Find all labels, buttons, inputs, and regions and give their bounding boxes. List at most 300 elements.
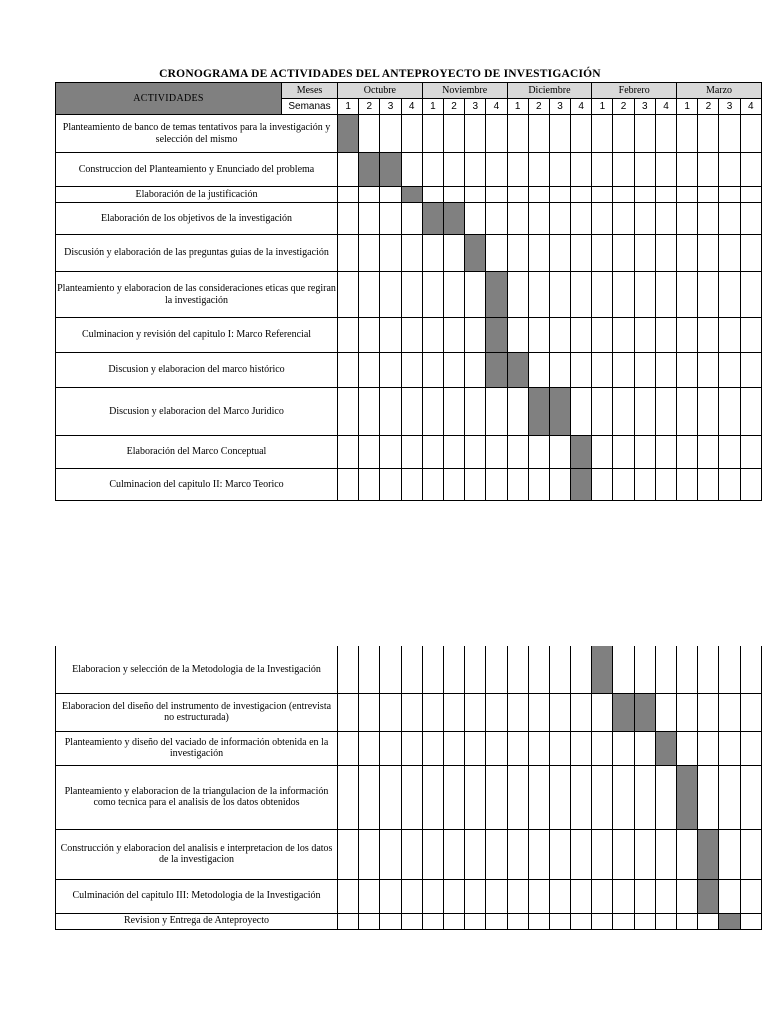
week-cell <box>740 829 761 879</box>
activity-label: Construccion del Planteamiento y Enunciado del problema <box>56 153 338 187</box>
week-cell <box>486 879 507 913</box>
activity-row <box>56 235 762 272</box>
week-cell <box>443 646 464 693</box>
activity-label: Revision y Entrega de Anteproyecto <box>56 913 338 929</box>
week-cell <box>613 388 634 436</box>
week-cell <box>528 187 549 203</box>
week-cell <box>507 203 528 235</box>
week-cell <box>507 153 528 187</box>
week-cell <box>465 913 486 929</box>
week-cell <box>698 272 719 318</box>
week-cell <box>677 353 698 388</box>
week-cell <box>443 353 464 388</box>
week-cell <box>422 693 443 731</box>
activity-label: Construcción y elaboracion del analisis e interpretacion de los datos de la investigacion <box>56 829 338 879</box>
week-cell <box>359 235 380 272</box>
week-cell <box>401 646 422 693</box>
week-cell <box>507 879 528 913</box>
scheduled-week-cell <box>380 153 401 187</box>
week-cell <box>677 436 698 469</box>
week-cell <box>592 469 613 501</box>
week-cell <box>613 829 634 879</box>
week-cell <box>571 693 592 731</box>
week-cell <box>698 203 719 235</box>
week-cell <box>634 646 655 693</box>
week-cell <box>592 203 613 235</box>
week-number-header: 2 <box>613 99 634 115</box>
week-cell <box>465 203 486 235</box>
activity-label: Elaboracion del diseño del instrumento de investigacion (entrevista no estructurada) <box>56 693 338 731</box>
week-cell <box>740 765 761 829</box>
week-number-header: 1 <box>592 99 613 115</box>
week-cell <box>740 272 761 318</box>
week-cell <box>338 829 359 879</box>
week-cell <box>740 353 761 388</box>
week-cell <box>549 353 570 388</box>
week-cell <box>528 913 549 929</box>
week-cell <box>380 388 401 436</box>
activity-row <box>56 765 762 829</box>
week-cell <box>465 353 486 388</box>
activity-row <box>56 829 762 879</box>
week-cell <box>740 115 761 153</box>
week-cell <box>507 115 528 153</box>
week-number-header: 3 <box>719 99 740 115</box>
week-cell <box>655 646 676 693</box>
activity-row <box>56 272 762 318</box>
week-cell <box>677 272 698 318</box>
week-number-header: 3 <box>465 99 486 115</box>
week-cell <box>380 469 401 501</box>
week-cell <box>486 115 507 153</box>
week-cell <box>740 913 761 929</box>
week-cell <box>486 388 507 436</box>
week-cell <box>549 469 570 501</box>
weeks-header: Semanas <box>282 99 338 115</box>
week-cell <box>677 879 698 913</box>
week-cell <box>380 272 401 318</box>
week-cell <box>634 388 655 436</box>
week-cell <box>549 272 570 318</box>
week-cell <box>359 436 380 469</box>
week-cell <box>549 879 570 913</box>
month-header: Marzo <box>677 83 762 99</box>
week-cell <box>634 353 655 388</box>
week-cell <box>528 731 549 765</box>
week-cell <box>677 318 698 353</box>
week-cell <box>401 913 422 929</box>
week-cell <box>634 913 655 929</box>
week-cell <box>677 646 698 693</box>
week-cell <box>422 115 443 153</box>
week-cell <box>507 469 528 501</box>
week-cell <box>359 693 380 731</box>
activity-label: Discusión y elaboración de las preguntas guias de la investigación <box>56 235 338 272</box>
week-cell <box>655 829 676 879</box>
scheduled-week-cell <box>698 879 719 913</box>
month-header: Diciembre <box>507 83 592 99</box>
week-cell <box>698 235 719 272</box>
week-cell <box>655 353 676 388</box>
week-cell <box>359 388 380 436</box>
week-cell <box>486 829 507 879</box>
week-cell <box>592 272 613 318</box>
week-cell <box>486 913 507 929</box>
week-cell <box>401 272 422 318</box>
week-cell <box>401 731 422 765</box>
week-cell <box>380 913 401 929</box>
week-number-header: 2 <box>359 99 380 115</box>
activity-row <box>56 913 762 929</box>
week-cell <box>571 153 592 187</box>
week-cell <box>571 646 592 693</box>
week-cell <box>719 353 740 388</box>
week-cell <box>655 469 676 501</box>
week-cell <box>655 187 676 203</box>
week-number-header: 2 <box>698 99 719 115</box>
week-cell <box>486 187 507 203</box>
week-cell <box>507 388 528 436</box>
week-cell <box>740 469 761 501</box>
week-cell <box>401 153 422 187</box>
scheduled-week-cell <box>486 318 507 353</box>
week-cell <box>401 469 422 501</box>
week-cell <box>571 388 592 436</box>
week-cell <box>571 187 592 203</box>
week-number-header: 4 <box>740 99 761 115</box>
week-cell <box>613 353 634 388</box>
week-cell <box>549 318 570 353</box>
week-cell <box>592 353 613 388</box>
week-cell <box>359 765 380 829</box>
week-cell <box>359 318 380 353</box>
week-cell <box>338 731 359 765</box>
week-cell <box>698 318 719 353</box>
week-number-header: 1 <box>338 99 359 115</box>
week-number-header: 2 <box>443 99 464 115</box>
week-cell <box>338 272 359 318</box>
week-cell <box>655 235 676 272</box>
week-cell <box>677 913 698 929</box>
week-cell <box>443 829 464 879</box>
week-cell <box>422 353 443 388</box>
scheduled-week-cell <box>592 646 613 693</box>
week-cell <box>338 469 359 501</box>
scheduled-week-cell <box>677 765 698 829</box>
scheduled-week-cell <box>634 693 655 731</box>
week-cell <box>740 436 761 469</box>
week-cell <box>613 765 634 829</box>
week-cell <box>528 235 549 272</box>
week-cell <box>507 187 528 203</box>
week-cell <box>422 187 443 203</box>
week-cell <box>528 115 549 153</box>
week-cell <box>698 436 719 469</box>
week-number-header: 3 <box>549 99 570 115</box>
week-cell <box>422 879 443 913</box>
week-cell <box>592 318 613 353</box>
week-cell <box>613 436 634 469</box>
week-cell <box>422 731 443 765</box>
week-cell <box>549 436 570 469</box>
week-cell <box>465 153 486 187</box>
week-cell <box>634 115 655 153</box>
week-cell <box>401 353 422 388</box>
week-cell <box>592 765 613 829</box>
week-cell <box>443 436 464 469</box>
scheduled-week-cell <box>359 153 380 187</box>
activity-label: Culminacion y revisión del capitulo I: Marco Referencial <box>56 318 338 353</box>
activity-row <box>56 203 762 235</box>
week-cell <box>571 115 592 153</box>
week-cell <box>613 235 634 272</box>
month-header: Octubre <box>338 83 423 99</box>
week-cell <box>507 693 528 731</box>
week-cell <box>486 153 507 187</box>
week-cell <box>528 203 549 235</box>
week-cell <box>528 693 549 731</box>
activity-label: Culminacion del capitulo II: Marco Teorico <box>56 469 338 501</box>
week-cell <box>634 731 655 765</box>
week-cell <box>698 765 719 829</box>
week-cell <box>338 318 359 353</box>
week-cell <box>465 187 486 203</box>
week-cell <box>719 153 740 187</box>
week-cell <box>634 187 655 203</box>
week-cell <box>655 913 676 929</box>
week-cell <box>698 187 719 203</box>
week-cell <box>698 153 719 187</box>
week-cell <box>422 272 443 318</box>
scheduled-week-cell <box>422 203 443 235</box>
week-cell <box>677 829 698 879</box>
week-cell <box>465 829 486 879</box>
week-number-header: 4 <box>571 99 592 115</box>
scheduled-week-cell <box>655 731 676 765</box>
week-cell <box>698 731 719 765</box>
week-cell <box>465 318 486 353</box>
week-number-header: 1 <box>677 99 698 115</box>
week-cell <box>443 879 464 913</box>
week-cell <box>549 765 570 829</box>
week-cell <box>740 235 761 272</box>
week-cell <box>338 646 359 693</box>
months-header: Meses <box>282 83 338 99</box>
week-cell <box>465 879 486 913</box>
week-cell <box>380 235 401 272</box>
week-cell <box>655 115 676 153</box>
activity-label: Elaboración del Marco Conceptual <box>56 436 338 469</box>
week-cell <box>422 469 443 501</box>
week-cell <box>359 829 380 879</box>
scheduled-week-cell <box>613 693 634 731</box>
week-cell <box>655 203 676 235</box>
week-cell <box>507 235 528 272</box>
week-cell <box>528 153 549 187</box>
week-cell <box>507 829 528 879</box>
week-cell <box>401 829 422 879</box>
week-cell <box>359 353 380 388</box>
week-cell <box>465 731 486 765</box>
activity-label: Planteamiento y diseño del vaciado de información obtenida en la investigación <box>56 731 338 765</box>
week-cell <box>528 318 549 353</box>
week-cell <box>719 829 740 879</box>
scheduled-week-cell <box>507 353 528 388</box>
scheduled-week-cell <box>549 388 570 436</box>
week-cell <box>528 272 549 318</box>
week-cell <box>443 765 464 829</box>
scheduled-week-cell <box>338 115 359 153</box>
week-cell <box>592 913 613 929</box>
week-cell <box>359 731 380 765</box>
week-cell <box>401 765 422 829</box>
activity-label: Planteamiento de banco de temas tentativos para la investigación y selección del mismo <box>56 115 338 153</box>
week-cell <box>571 731 592 765</box>
week-cell <box>443 731 464 765</box>
activity-row <box>56 879 762 913</box>
week-cell <box>422 388 443 436</box>
week-cell <box>592 693 613 731</box>
week-cell <box>740 318 761 353</box>
schedule-table-bottom <box>55 646 762 930</box>
week-cell <box>549 829 570 879</box>
activity-label: Elaboracion y selección de la Metodologia de la Investigación <box>56 646 338 693</box>
week-cell <box>655 693 676 731</box>
activity-row <box>56 115 762 153</box>
scheduled-week-cell <box>719 913 740 929</box>
week-cell <box>422 318 443 353</box>
week-cell <box>401 115 422 153</box>
week-cell <box>486 693 507 731</box>
activity-row <box>56 731 762 765</box>
week-cell <box>401 203 422 235</box>
week-cell <box>380 693 401 731</box>
scheduled-week-cell <box>401 187 422 203</box>
week-cell <box>740 693 761 731</box>
week-cell <box>613 646 634 693</box>
week-cell <box>338 353 359 388</box>
week-cell <box>698 115 719 153</box>
month-header: Noviembre <box>422 83 507 99</box>
week-cell <box>338 235 359 272</box>
week-cell <box>486 646 507 693</box>
week-cell <box>338 693 359 731</box>
week-cell <box>401 388 422 436</box>
week-cell <box>507 436 528 469</box>
week-number-header: 4 <box>486 99 507 115</box>
week-cell <box>359 913 380 929</box>
week-number-header: 3 <box>634 99 655 115</box>
week-cell <box>422 765 443 829</box>
scheduled-week-cell <box>486 272 507 318</box>
activity-row <box>56 388 762 436</box>
week-cell <box>380 115 401 153</box>
week-cell <box>571 765 592 829</box>
week-cell <box>422 829 443 879</box>
activities-header: ACTIVIDADES <box>56 83 282 115</box>
week-cell <box>380 353 401 388</box>
week-cell <box>380 318 401 353</box>
week-cell <box>507 913 528 929</box>
week-cell <box>443 235 464 272</box>
week-cell <box>634 203 655 235</box>
week-cell <box>613 272 634 318</box>
week-cell <box>740 646 761 693</box>
week-cell <box>698 646 719 693</box>
week-cell <box>592 829 613 879</box>
week-cell <box>719 187 740 203</box>
week-cell <box>613 115 634 153</box>
week-cell <box>338 388 359 436</box>
week-cell <box>592 388 613 436</box>
schedule-table-top <box>55 82 762 501</box>
week-cell <box>338 436 359 469</box>
activity-row <box>56 469 762 501</box>
week-cell <box>422 646 443 693</box>
week-cell <box>443 153 464 187</box>
activity-row <box>56 646 762 693</box>
week-cell <box>507 765 528 829</box>
week-cell <box>422 436 443 469</box>
week-cell <box>549 693 570 731</box>
week-cell <box>486 469 507 501</box>
week-cell <box>443 469 464 501</box>
week-cell <box>634 235 655 272</box>
week-cell <box>677 115 698 153</box>
week-cell <box>634 469 655 501</box>
week-cell <box>401 693 422 731</box>
week-cell <box>719 469 740 501</box>
week-cell <box>740 153 761 187</box>
week-cell <box>677 388 698 436</box>
week-cell <box>698 388 719 436</box>
week-cell <box>634 765 655 829</box>
week-cell <box>719 436 740 469</box>
week-cell <box>465 469 486 501</box>
week-cell <box>338 203 359 235</box>
week-cell <box>380 187 401 203</box>
week-cell <box>677 235 698 272</box>
activity-row <box>56 318 762 353</box>
week-cell <box>719 203 740 235</box>
week-cell <box>613 469 634 501</box>
week-cell <box>719 235 740 272</box>
month-header: Febrero <box>592 83 677 99</box>
activity-label: Elaboración de los objetivos de la investigación <box>56 203 338 235</box>
scheduled-week-cell <box>465 235 486 272</box>
week-number-header: 4 <box>401 99 422 115</box>
activity-row <box>56 693 762 731</box>
week-cell <box>698 469 719 501</box>
activity-label: Elaboración de la justificación <box>56 187 338 203</box>
week-cell <box>528 765 549 829</box>
week-cell <box>613 187 634 203</box>
week-cell <box>359 272 380 318</box>
week-cell <box>507 272 528 318</box>
week-cell <box>655 765 676 829</box>
week-cell <box>380 203 401 235</box>
week-cell <box>549 235 570 272</box>
week-cell <box>655 879 676 913</box>
week-cell <box>698 693 719 731</box>
activity-label: Planteamiento y elaboracion de la triangulacion de la información como tecnica para el analisis de los datos obtenidos <box>56 765 338 829</box>
week-cell <box>528 646 549 693</box>
week-cell <box>465 115 486 153</box>
week-cell <box>549 646 570 693</box>
week-number-header: 3 <box>380 99 401 115</box>
week-cell <box>613 731 634 765</box>
week-cell <box>422 235 443 272</box>
